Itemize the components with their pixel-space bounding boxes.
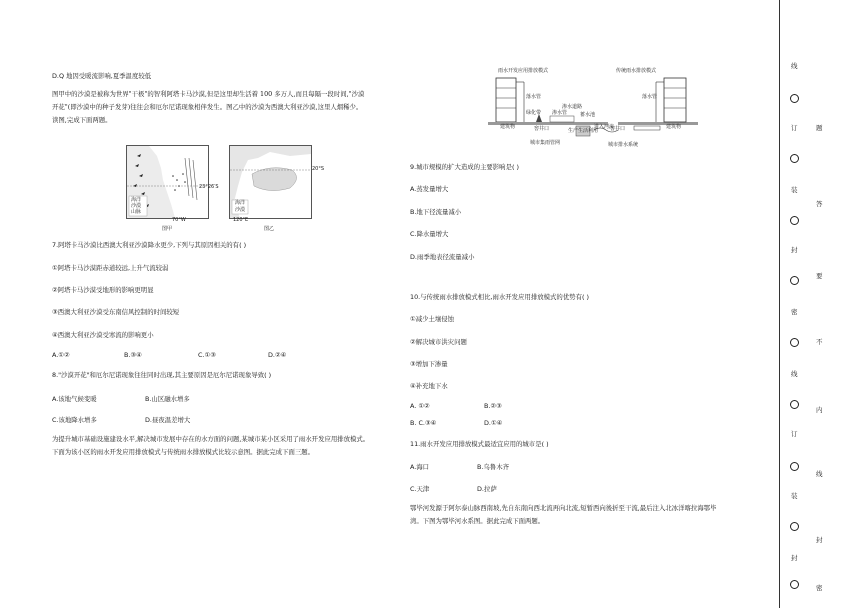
- binding-char-inner: 密: [816, 584, 823, 592]
- diagram-title-right: 传统雨水排放模式: [616, 68, 657, 74]
- q7-item-1: ①阿塔卡马沙漠距赤道较远,上升气流较弱: [52, 264, 169, 272]
- q7-option-d[interactable]: D.②④: [268, 351, 287, 359]
- caption-yi: 图乙: [264, 226, 275, 232]
- binding-char: 订: [791, 430, 798, 438]
- rainwater-diagram: [488, 64, 698, 156]
- binding-char: 线: [791, 62, 798, 70]
- binding-char: 订: [791, 124, 798, 132]
- q11-option-d[interactable]: D.拉萨: [477, 485, 497, 493]
- q10-option-a[interactable]: A. ①②: [410, 402, 430, 410]
- binding-char-inner: 封: [816, 536, 823, 544]
- binding-hole-icon: [790, 216, 799, 225]
- q8-stem: 8."沙漠开花"和厄尔尼诺现象往往同时出现,其主要原因是厄尔尼诺现象导致( ): [52, 371, 272, 379]
- binding-line: [779, 0, 780, 608]
- intro-paragraph-rainwater: 为提升城市基础设施建设水平,解决城市发展中存在的水方面的问题,某城市某小区采用了雨水开发应用排放模式。下面为该小区的雨水开发应用排放模式与传统雨水排放模式比较示意图。据此完成下面三题。: [52, 435, 370, 456]
- q7-item-4: ④西澳大利亚沙漠受寒流的影响更小: [52, 331, 154, 339]
- q10-option-d[interactable]: D.①④: [484, 419, 503, 427]
- binding-char: 线: [791, 370, 798, 378]
- binding-char: 密: [791, 308, 798, 316]
- binding-hole-icon: [790, 400, 799, 409]
- label-seepage-pipe: 渗水管: [552, 110, 568, 116]
- intro-paragraph-ob-river: 鄂毕河发源于阿尔泰山脉西南坡,先自东南向西北流再向北流,短暂西向後折至干流,最后注入北冰洋喀拉海鄂毕湾。下图为鄂毕河水系图。据此完成下面两题。: [410, 504, 717, 525]
- q9-option-c[interactable]: C.降水量增大: [410, 230, 449, 238]
- binding-hole-icon: [790, 522, 799, 531]
- q11-option-a[interactable]: A.海口: [410, 463, 430, 471]
- binding-hole-icon: [790, 154, 799, 163]
- binding-char-inner: 不: [816, 338, 823, 346]
- rainwater-diagram-svg: [488, 64, 698, 156]
- legend-yi-desert: 沙漠: [235, 207, 246, 213]
- legend-jia-mountain: 山脉: [131, 209, 142, 215]
- label-manhole-right: 窖井口: [610, 126, 626, 132]
- binding-char-inner: 要: [816, 272, 823, 280]
- q10-item-2: ②解决城市洪灾问题: [410, 338, 467, 346]
- binding-hole-icon: [790, 580, 799, 589]
- binding-char-inner: 线: [816, 470, 823, 478]
- label-drainage-system: 城市排水系统: [608, 142, 639, 148]
- binding-char-inner: 内: [816, 406, 823, 414]
- label-downpipe-right: 落水管: [642, 94, 658, 100]
- legend-yi-ocean: 海洋: [235, 200, 246, 206]
- label-permeable-road: 渗水道路: [562, 104, 583, 110]
- q9-option-d[interactable]: D.雨季地表径流量减小: [410, 253, 475, 261]
- label-into-river: 进入河流: [594, 124, 615, 130]
- q7-item-2: ②阿塔卡马沙漠受地形的影响更明显: [52, 286, 154, 294]
- q8-option-d[interactable]: D.昼夜温差增大: [145, 416, 191, 424]
- lat-label-jia: 23°26′S: [199, 184, 219, 190]
- q10-item-4: ④补充地下水: [410, 382, 448, 390]
- binding-char: 封: [791, 246, 798, 254]
- q8-option-a[interactable]: A.该地气候变暖: [52, 395, 97, 403]
- label-reservoir: 蓄水池: [580, 112, 596, 118]
- q6-option-d: D.Q 地因受暖流影响,夏季温度较低: [52, 72, 152, 80]
- binding-hole-icon: [790, 462, 799, 471]
- figure-jia-map: [126, 145, 219, 219]
- q8-option-b[interactable]: B.山区融水增多: [145, 395, 190, 403]
- caption-jia: 图甲: [162, 226, 173, 232]
- q9-option-a[interactable]: A.蒸发量增大: [410, 185, 449, 193]
- label-downpipe-left: 落水管: [526, 94, 542, 100]
- q11-option-b[interactable]: B.乌鲁木齐: [477, 463, 509, 471]
- lat-label-yi: 20°S: [312, 166, 325, 172]
- label-manhole-left: 窖井口: [534, 126, 550, 132]
- label-building-left: 建筑物: [500, 124, 516, 130]
- label-production-use: 生产生活利用: [568, 128, 599, 134]
- binding-char-inner: 答: [816, 200, 823, 208]
- binding-char: 装: [791, 186, 798, 194]
- binding-char: 封: [791, 554, 798, 562]
- legend-jia-ocean: 海洋: [131, 197, 142, 203]
- q11-stem: 11.雨水开发应用排放模式最适宜应用的城市是( ): [410, 440, 549, 448]
- q7-option-b[interactable]: B.③④: [124, 351, 142, 359]
- q8-option-c[interactable]: C.该地降水增多: [52, 416, 97, 424]
- q7-stem: 7.阿塔卡马沙漠比西澳大利亚沙漠降水更少,下列与其原因相关的有( ): [52, 241, 247, 249]
- q7-item-3: ③西澳大利亚沙漠受东南信风控制的时间较短: [52, 308, 180, 316]
- lon-label-jia: 70°W: [172, 217, 186, 223]
- lon-label-yi: 120°E: [233, 217, 249, 223]
- intro-paragraph-desert: 图甲中的沙漠是被称为世界"干极"的智利阿塔卡马沙漠,但是这里却生活着 100 多万人,而且每隔一段时间,"沙漠开花"(即沙漠中的种子发芽)往往会和厄尔尼诺现象相伴发生。图乙中的沙漠为西澳大利亚沙漠,这里人烟稀少。读图,完成下面两题。: [52, 90, 365, 124]
- q10-stem: 10.与传统雨水排放模式相比,雨水开发应用排放模式的优势有( ): [410, 293, 589, 301]
- q10-item-3: ③增加下渗量: [410, 360, 448, 368]
- legend-jia-desert: 沙漠: [131, 203, 142, 209]
- figure-yi-map: [229, 145, 312, 219]
- label-green-belt: 绿化带: [526, 110, 542, 116]
- q7-option-a[interactable]: A.①②: [52, 351, 70, 359]
- binding-hole-icon: [790, 94, 799, 103]
- q11-option-c[interactable]: C.天津: [410, 485, 430, 493]
- binding-hole-icon: [790, 338, 799, 347]
- label-building-right: 建筑物: [666, 124, 682, 130]
- q9-stem: 9.城市规模的扩大造成的主要影响是( ): [410, 163, 519, 171]
- q10-item-1: ①减少土壤侵蚀: [410, 315, 455, 323]
- q9-option-b[interactable]: B.地下径流量减小: [410, 208, 462, 216]
- q10-option-c[interactable]: B. C.③④: [410, 419, 437, 427]
- binding-hole-icon: [790, 276, 799, 285]
- binding-char: 装: [791, 492, 798, 500]
- q10-option-b[interactable]: B.②③: [484, 402, 502, 410]
- q7-option-c[interactable]: C.①③: [198, 351, 216, 359]
- diagram-title-left: 雨水开发应用排放模式: [498, 68, 549, 74]
- binding-char-inner: 题: [816, 124, 823, 132]
- label-rain-collection: 城市集雨管网: [530, 140, 561, 146]
